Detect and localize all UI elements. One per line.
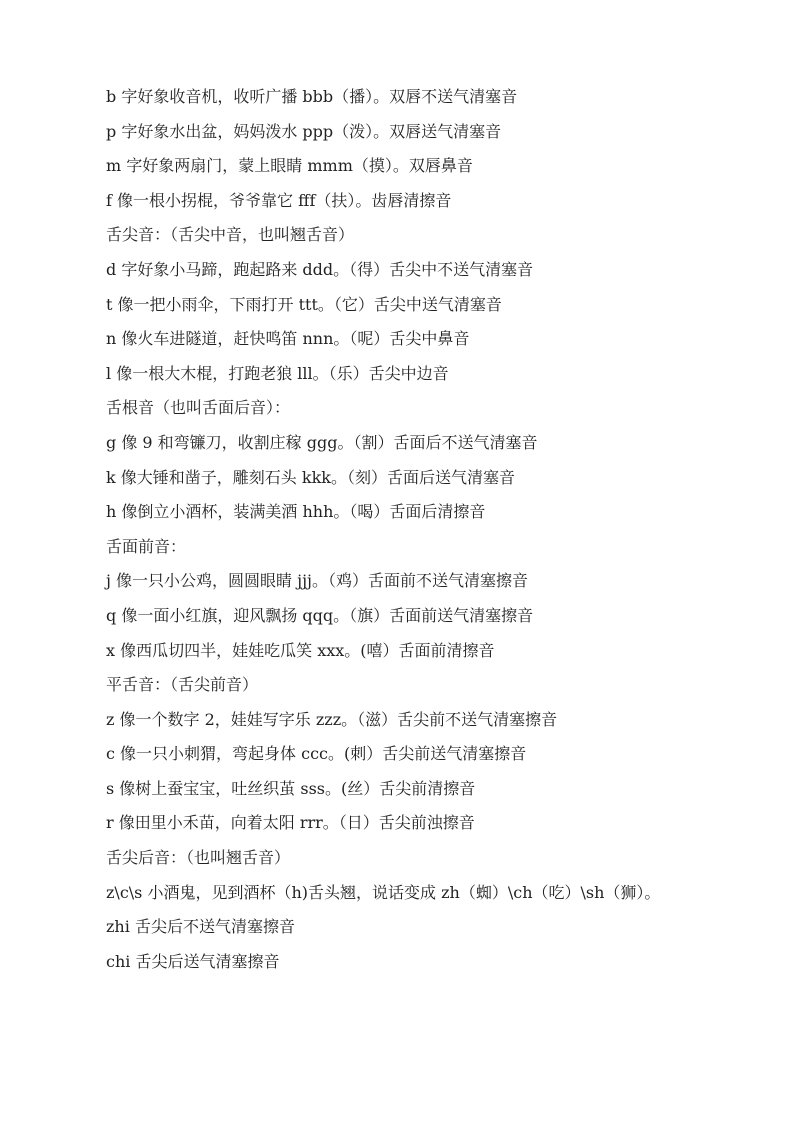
document-body: [106, 80, 706, 979]
text-line-c: c 像一只小刺猬，弯起身体 ccc。(刺）舌尖前送气清塞擦音: [106, 744, 527, 764]
text-line-k: k 像大锤和凿子，雕刻石头 kkk。（刻）舌面后送气清塞音: [106, 467, 515, 487]
text-line-j: j 像一只小公鸡，圆圆眼睛 jjj。（鸡）舌面前不送气清塞擦音: [106, 571, 529, 591]
text-line-q: q 像一面小红旗，迎风飘扬 qqq。（旗）舌面前送气清塞擦音: [106, 605, 534, 625]
text-line-zh-ch-sh: z\c\s 小酒鬼，见到酒杯（h)舌头翘，说话变成 zh（蜘）\ch（吃）\sh（狮）。: [106, 882, 661, 902]
text-line-x: x 像西瓜切四半，娃娃吃瓜笑 xxx。(嘻）舌面前清擦音: [106, 640, 495, 660]
section-heading-retroflex: 舌尖后音：（也叫翘舌音）: [106, 848, 291, 868]
text-line-b: b 字好象收音机，收听广播 bbb（播）。双唇不送气清塞音: [106, 87, 518, 106]
text-line-s: s 像树上蚕宝宝，吐丝织茧 sss。(丝）舌尖前清擦音: [106, 778, 476, 798]
section-heading-palatal: 舌面前音：: [106, 536, 187, 556]
text-line-chi: chi 舌尖后送气清塞擦音: [106, 951, 280, 971]
section-heading-velar: 舌根音（也叫舌面后音）：: [106, 398, 291, 418]
text-line-r: r 像田里小禾苗，向着太阳 rrr。（日）舌尖前浊擦音: [106, 813, 475, 833]
text-line-zhi: zhi 舌尖后不送气清塞擦音: [106, 917, 295, 937]
text-line-p: p 字好象水出盆，妈妈泼水 ppp（泼）。双唇送气清塞音: [106, 121, 502, 141]
text-line-g: g 像 9 和弯镰刀，收割庄稼 ggg。（割）舌面后不送气清塞音: [106, 432, 538, 452]
text-line-d: d 字好象小马蹄，跑起路来 ddd。（得）舌尖中不送气清塞音: [106, 259, 534, 279]
text-line-f: f 像一根小拐棍，爷爷靠它 fff（扶）。齿唇清擦音: [106, 190, 452, 210]
text-line-t: t 像一把小雨伞，下雨打开 ttt。（它）舌尖中送气清塞音: [106, 294, 502, 314]
text-line-m: m 字好象两扇门，蒙上眼睛 mmm（摸）。双唇鼻音: [106, 156, 473, 176]
section-heading-flat-tongue: 平舌音：（舌尖前音）: [106, 675, 259, 695]
text-line-z: z 像一个数字 2，娃娃写字乐 zzz。（滋）舌尖前不送气清塞擦音: [106, 709, 558, 729]
text-line-h: h 像倒立小酒杯，装满美酒 hhh。（喝）舌面后清擦音: [106, 502, 486, 522]
section-heading-apical: 舌尖音：（舌尖中音，也叫翘舌音）: [106, 225, 355, 245]
text-line-n: n 像火车进隧道，赶快鸣笛 nnn。（呢）舌尖中鼻音: [106, 329, 470, 349]
text-line-l: l 像一根大木棍，打跑老狼 lll。（乐）舌尖中边音: [106, 363, 449, 383]
